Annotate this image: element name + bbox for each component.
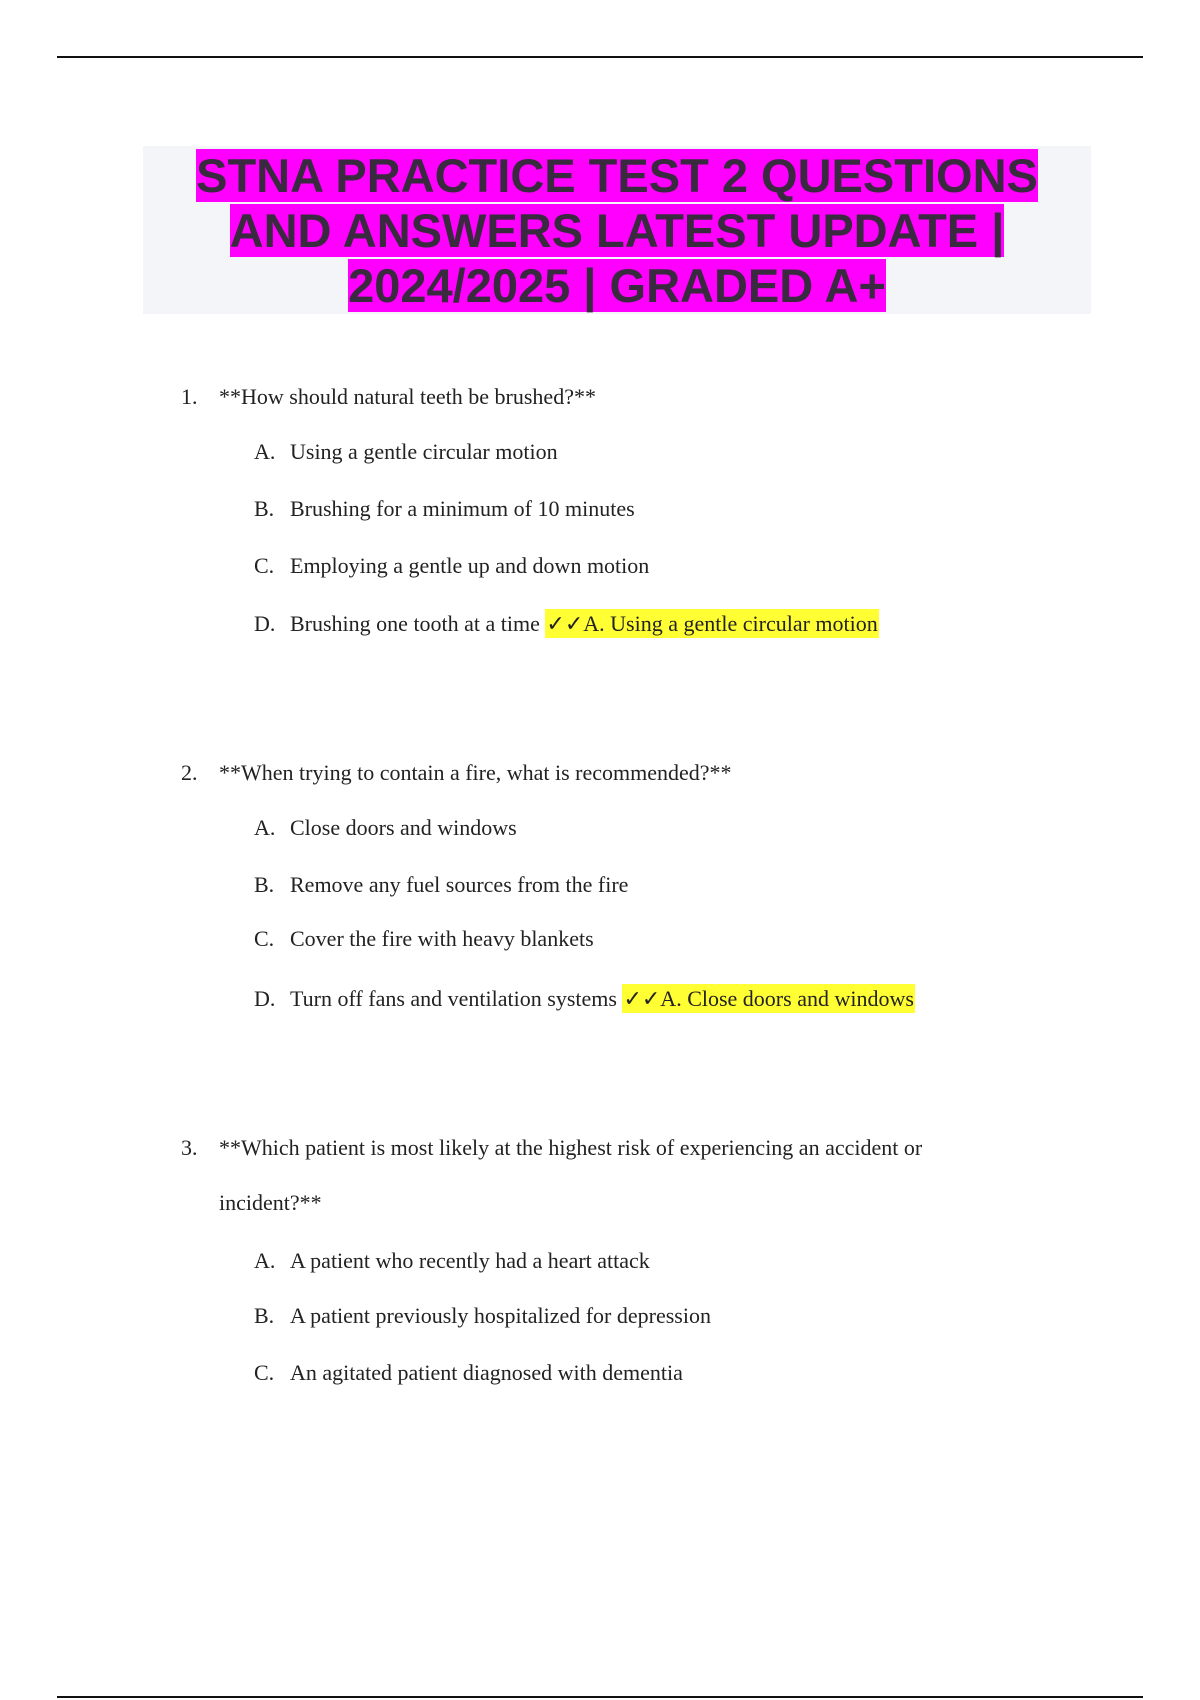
option-letter: A. xyxy=(254,439,276,464)
option-letter: B. xyxy=(254,496,275,521)
option-text: Brushing for a minimum of 10 minutes xyxy=(290,496,635,521)
correct-answer-highlight: ✓✓A. Using a gentle circular motion xyxy=(546,611,878,636)
option-text: A patient previously hospitalized for depression xyxy=(290,1303,711,1328)
question-number: 3. xyxy=(181,1135,198,1160)
option-text: Using a gentle circular motion xyxy=(290,439,558,464)
question-text-line-2: incident?** xyxy=(219,1190,322,1215)
title-line-1: STNA PRACTICE TEST 2 QUESTIONS xyxy=(196,149,1038,202)
option-letter: A. xyxy=(254,815,276,840)
option-c xyxy=(254,1359,683,1387)
option-letter: C. xyxy=(254,926,275,951)
option-a xyxy=(254,438,558,466)
question-text-line-1: **Which patient is most likely at the highest risk of experiencing an accident or xyxy=(219,1135,923,1160)
option-a xyxy=(254,1247,650,1275)
option-c xyxy=(254,552,649,580)
option-d xyxy=(254,610,879,638)
question-text: **When trying to contain a fire, what is recommended?** xyxy=(219,760,732,785)
document-title xyxy=(143,148,1091,313)
question-1 xyxy=(181,383,1081,411)
option-d xyxy=(254,985,915,1013)
question-text: **How should natural teeth be brushed?** xyxy=(219,384,596,409)
question-number: 2. xyxy=(181,760,198,785)
option-letter: C. xyxy=(254,553,275,578)
option-letter: D. xyxy=(254,986,276,1011)
option-b xyxy=(254,1302,711,1330)
option-text: Turn off fans and ventilation systems xyxy=(290,986,617,1011)
option-text: Remove any fuel sources from the fire xyxy=(290,872,629,897)
option-c xyxy=(254,925,594,953)
title-line-2: AND ANSWERS LATEST UPDATE | xyxy=(229,204,1005,257)
option-text: An agitated patient diagnosed with dementia xyxy=(290,1360,683,1385)
option-text: Cover the fire with heavy blankets xyxy=(290,926,594,951)
option-text: Close doors and windows xyxy=(290,815,517,840)
header-rule xyxy=(57,56,1143,58)
option-a xyxy=(254,814,517,842)
footer-rule xyxy=(57,1696,1143,1698)
option-b xyxy=(254,871,628,899)
option-letter: B. xyxy=(254,1303,275,1328)
option-letter: B. xyxy=(254,872,275,897)
option-b xyxy=(254,495,635,523)
option-letter: A. xyxy=(254,1248,276,1273)
question-3 xyxy=(181,1134,1081,1217)
option-text: Brushing one tooth at a time xyxy=(290,611,540,636)
question-2 xyxy=(181,759,1081,787)
option-letter: C. xyxy=(254,1360,275,1385)
correct-answer-highlight: ✓✓A. Close doors and windows xyxy=(623,986,914,1011)
option-letter: D. xyxy=(254,611,276,636)
title-line-3: 2024/2025 | GRADED A+ xyxy=(348,259,886,312)
question-number: 1. xyxy=(181,384,198,409)
option-text: Employing a gentle up and down motion xyxy=(290,553,650,578)
option-text: A patient who recently had a heart attack xyxy=(290,1248,650,1273)
